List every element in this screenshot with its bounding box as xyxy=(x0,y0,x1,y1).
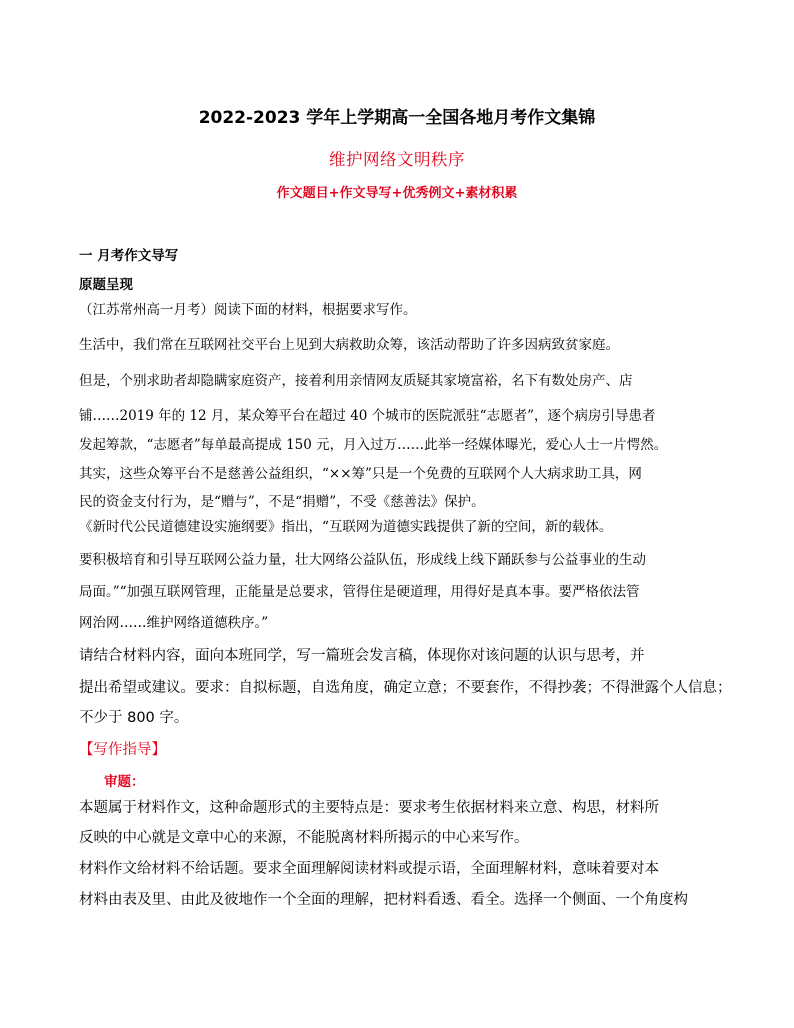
section-heading: 一 月考作文导写 xyxy=(79,248,179,264)
guidance-label: 审题： xyxy=(104,774,145,790)
material-line: 局面。”“加强互联网管理，正能量是总要求，管得住是硬道理，用得好是真本事。要严格依法管 xyxy=(79,584,640,600)
document-tagline: 作文题目+作文导写+优秀例文+素材积累 xyxy=(276,186,518,201)
document-title: 2022-2023 学年上学期高一全国各地月考作文集锦 xyxy=(198,108,596,128)
material-line: 其实，这些众筹平台不是慈善公益组织，“××筹”只是一个免费的互联网个人大病求助工具，网 xyxy=(79,466,642,482)
material-line: 《新时代公民道德建设实施纲要》指出，“互联网为道德实践提供了新的空间，新的载体。 xyxy=(79,519,613,535)
requirement-line: 提出希望或建议。要求：自拟标题，自选角度，确定立意；不要套作，不得抄袭；不得泄露个人信息； xyxy=(79,680,732,696)
material-line: 要积极培育和引导互联网公益力量，壮大网络公益队伍，形成线上线下踊跃参与公益事业的生动 xyxy=(79,552,646,568)
guidance-line: 材料作文给材料不给话题。要求全面理解阅读材料或提示语，全面理解材料，意味着要对本 xyxy=(79,861,659,877)
document-subtitle: 维护网络文明秩序 xyxy=(329,150,465,169)
guidance-line: 本题属于材料作文，这种命题形式的主要特点是：要求考生依据材料来立意、构思，材料所 xyxy=(79,800,659,816)
material-line: 发起筹款，“志愿者”每单最高提成 150 元，月入过万……此举一经媒体曝光，爱心人士一片愕然。 xyxy=(79,437,668,453)
subsection-heading: 原题呈现 xyxy=(79,277,133,293)
requirement-line: 请结合材料内容，面向本班同学，写一篇班会发言稿，体现你对该问题的认识与思考，并 xyxy=(79,648,645,664)
prompt-intro: （江苏常州高一月考）阅读下面的材料，根据要求写作。 xyxy=(79,302,417,318)
material-line: 但是，个别求助者却隐瞒家庭资产，接着利用亲情网友质疑其家境富裕，名下有数处房产、店 xyxy=(79,373,633,389)
material-line: 网治网……维护网络道德秩序。” xyxy=(79,615,269,631)
requirement-line: 不少于 800 字。 xyxy=(79,710,189,726)
material-line: 生活中，我们常在互联网社交平台上见到大病救助众筹，该活动帮助了许多因病致贫家庭。 xyxy=(79,337,619,353)
material-line: 铺……2019 年的 12 月，某众筹平台在超过 40 个城市的医院派驻“志愿者”，逐个病房引导患者 xyxy=(79,408,656,424)
guidance-heading: 【写作指导】 xyxy=(79,742,166,758)
guidance-line: 反映的中心就是文章中心的来源，不能脱离材料所揭示的中心来写作。 xyxy=(79,830,529,846)
material-line: 民的资金支付行为，是“赠与”，不是“捐赠”，不受《慈善法》保护。 xyxy=(79,494,485,510)
guidance-line: 材料由表及里、由此及彼地作一个全面的理解，把材料看透、看全。选择一个侧面、一个角度构 xyxy=(79,892,688,908)
